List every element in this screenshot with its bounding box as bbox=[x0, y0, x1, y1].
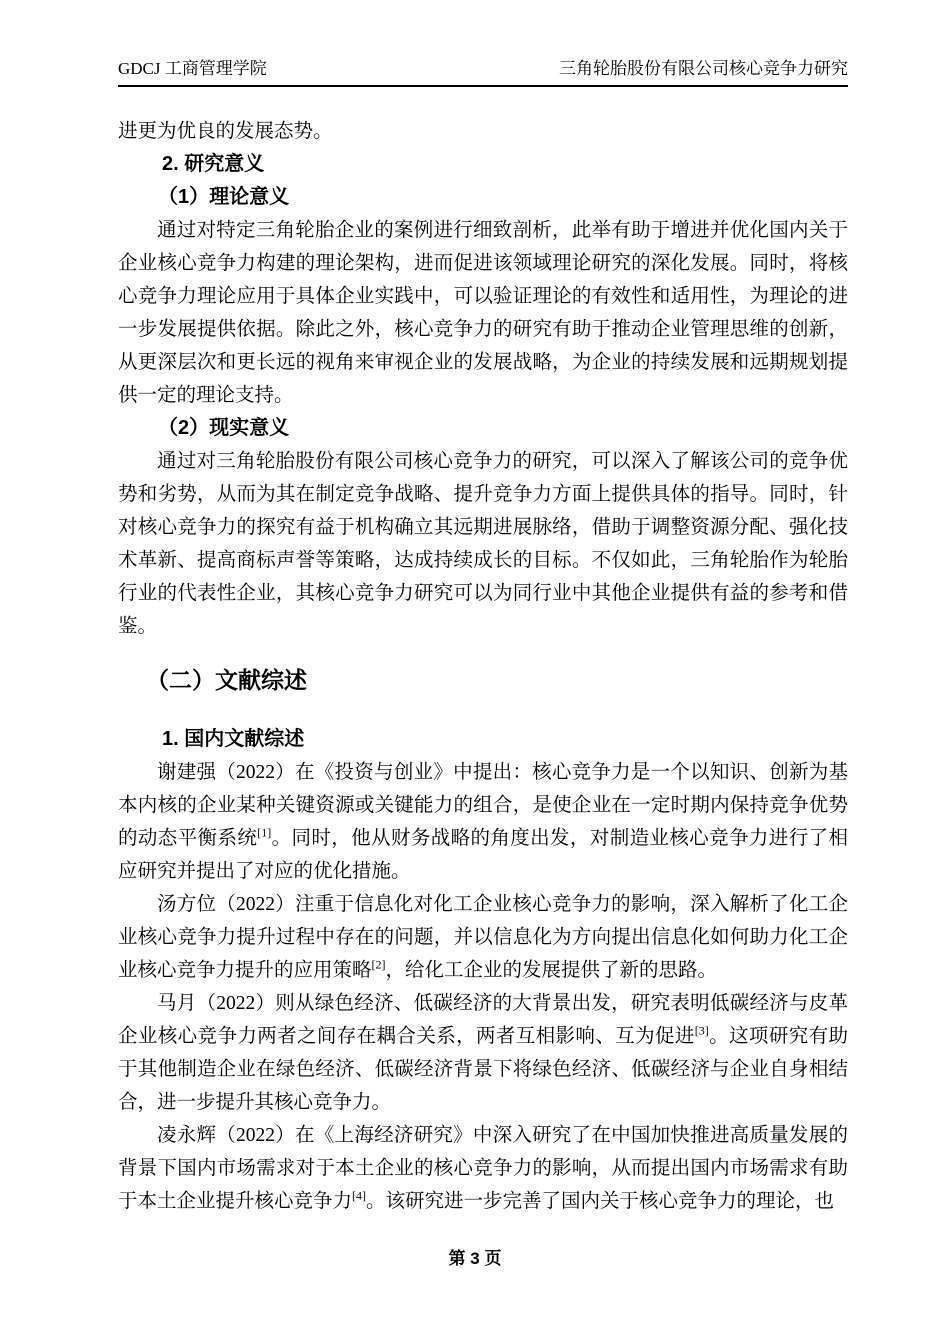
paragraph-practical-significance bbox=[118, 445, 848, 643]
text-run: 。这项研究有助于其他制造企业在绿色经济、低碳经济背景下将绿色经济、低碳经济与企业自身相结合，进一步提升其核心竞争力。 bbox=[118, 1026, 848, 1113]
text-run: 通过对三角轮胎股份有限公司核心竞争力的研究，可以深入了解该公司的竞争优势和劣势，从而为其在制定竞争战略、提升竞争力方面上提供具体的指导。同时，针对核心竞争力的探究有益于机构确立其远期进展脉络，借助于调整资源分配、强化技术革新、提高商标声誉等策略，达成持续成长的目标。不仅如此，三角轮胎作为轮胎行业的代表性企业，其核心竞争力研究可以为同行业中其他企业提供有益的参考和借鉴。 bbox=[118, 451, 848, 637]
citation-marker: [4] bbox=[352, 1188, 367, 1203]
text-run: 。该研究进一步完善了国内关于核心竞争力的理论，也 bbox=[366, 1191, 835, 1212]
text-run: ，给化工企业的发展提供了新的思路。 bbox=[385, 960, 718, 981]
paragraph-tang-fangwei bbox=[118, 888, 848, 987]
paragraph-theoretical-significance bbox=[118, 214, 848, 412]
page-header bbox=[118, 0, 848, 87]
text-run: 。同时，他从财务战略的角度出发，对制造业核心竞争力进行了相应研究并提出了对应的优化措施。 bbox=[118, 828, 848, 882]
heading-theoretical-significance: （1）理论意义 bbox=[158, 186, 290, 208]
header-right-thesis-title: 三角轮胎股份有限公司核心竞争力研究 bbox=[559, 59, 848, 78]
paragraph-ling-yonghui bbox=[118, 1119, 848, 1218]
header-left-school-name: GDCJ 工商管理学院 bbox=[118, 59, 267, 78]
citation-marker: [2] bbox=[371, 957, 386, 972]
citation-marker: [3] bbox=[694, 1023, 709, 1038]
text-run: 马月（2022）则从绿色经济、低碳经济的大背景出发，研究表明低碳经济与皮革企业核心竞争力两者之间存在耦合关系，两者互相影响、互为促进 bbox=[118, 993, 848, 1047]
text-run: 汤方位（2022）注重于信息化对化工企业核心竞争力的影响，深入解析了化工企业核心竞争力提升过程中存在的问题，并以信息化为方向提出信息化如何助力化工企业核心竞争力提升的应用策略 bbox=[118, 894, 848, 981]
heading-research-significance: 2. 研究意义 bbox=[162, 153, 265, 175]
text-run: 通过对特定三角轮胎企业的案例进行细致剖析，此举有助于增进并优化国内关于企业核心竞争力构建的理论架构，进而促进该领域理论研究的深化发展。同时，将核心竞争力理论应用于具体企业实践中，可以验证理论的有效性和适用性，为理论的进一步发展提供依据。除此之外，核心竞争力的研究有助于推动企业管理思维的创新，从更深层次和更长远的视角来审视企业的发展战略，为企业的持续发展和远期规划提供一定的理论支持。 bbox=[118, 220, 848, 406]
paragraph-xie-jianqiang bbox=[118, 756, 848, 888]
text-run: 谢建强（2022）在《投资与创业》中提出：核心竞争力是一个以知识、创新为基本内核的企业某种关键资源或关键能力的组合，是使企业在一定时期内保持竞争优势的动态平衡系统 bbox=[118, 762, 848, 849]
heading-domestic-literature-review: 1. 国内文献综述 bbox=[162, 728, 305, 750]
text-run: 凌永辉（2022）在《上海经济研究》中深入研究了在中国加快推进高质量发展的背景下国内市场需求对于本土企业的核心竞争力的影响，从而提出国内市场需求有助于本土企业提升核心竞争力 bbox=[118, 1125, 848, 1212]
heading-practical-significance: （2）现实意义 bbox=[158, 417, 290, 439]
paragraph-continuation: 进更为优良的发展态势。 bbox=[118, 121, 333, 142]
citation-marker: [1] bbox=[257, 825, 272, 840]
page-footer bbox=[0, 1244, 950, 1269]
page-number-label: 第 3 页 bbox=[448, 1249, 502, 1268]
paragraph-ma-yue bbox=[118, 987, 848, 1119]
heading-literature-review: （二）文献综述 bbox=[146, 667, 307, 693]
document-body bbox=[118, 115, 848, 1218]
